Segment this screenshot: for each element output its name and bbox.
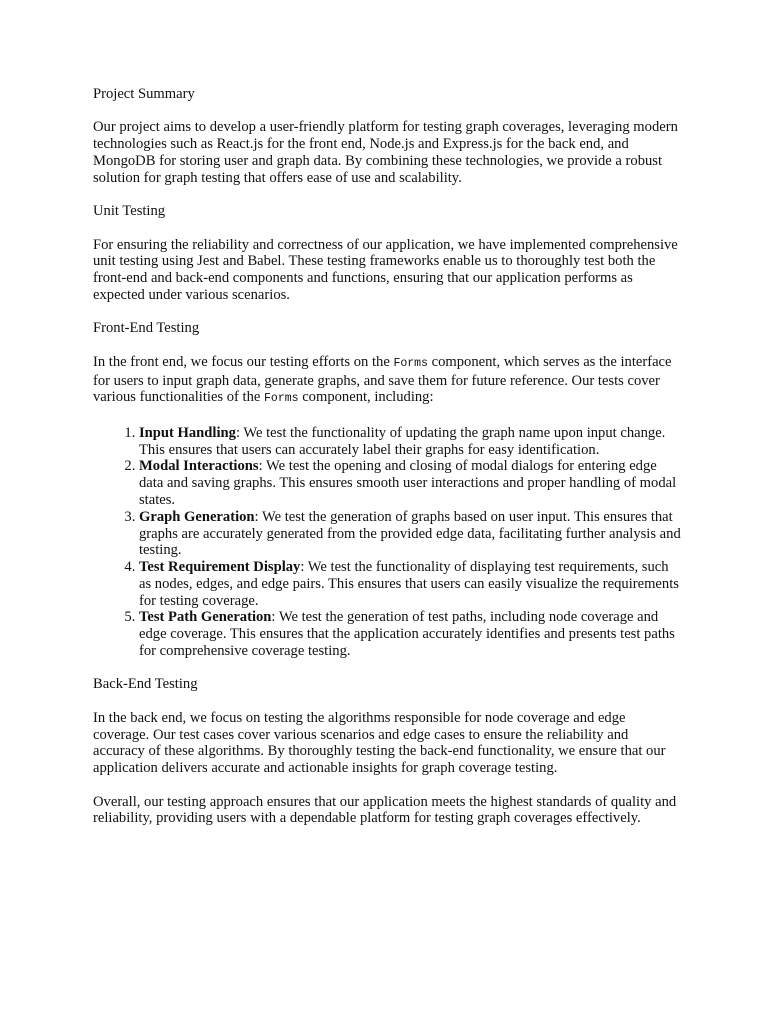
- list-item-text: : We test the generation of graphs based on user input. This ensures that graphs are accurately generated from the provided edge data, facilitating further analysis and testing.: [139, 508, 681, 559]
- document-page: [93, 86, 683, 844]
- list-item: [139, 458, 683, 508]
- project-summary-paragraph: Our project aims to develop a user-friendly platform for testing graph coverages, leveraging modern technologies such as React.js for the front end, Node.js and Express.js for the back end, and MongoDB for storing user and graph data. By combining these technologies, we provide a robust solution for graph testing that offers ease of use and scalability.: [93, 119, 678, 186]
- list-item: [139, 425, 683, 459]
- front-end-intro-text-1: In the front end, we focus our testing efforts on the: [93, 353, 394, 370]
- back-end-testing-paragraph: In the back end, we focus on testing the algorithms responsible for node coverage and edge coverage. Our test cases cover various scenarios and edge cases to ensure the reliability and accuracy of these algorithms. By thoroughly testing the back-end functionality, we ensure that our application delivers accurate and actionable insights for graph coverage testing.: [93, 709, 666, 777]
- front-end-intro-text-3: component, including:: [298, 389, 434, 406]
- front-end-intro-paragraph: [93, 354, 683, 408]
- forms-code-2: Forms: [264, 392, 299, 406]
- back-end-testing-heading: Back-End Testing: [93, 676, 198, 693]
- list-item-term: Test Requirement Display: [139, 559, 301, 576]
- unit-testing-paragraph: For ensuring the reliability and correctness of our application, we have implemented comprehensive unit testing using Jest and Babel. These testing frameworks enable us to thoroughly test both the front-end and back-end components and functions, ensuring that our application performs as expected under various scenarios.: [93, 236, 678, 303]
- project-summary-heading: Project Summary: [93, 86, 195, 102]
- list-item-term: Input Handling: [139, 424, 236, 441]
- list-item-term: Test Path Generation: [139, 609, 272, 626]
- front-end-intro-text-2: component, which serves as the interface for users to input graph data, generate graphs, and save them for future reference. Our tests cover various functionalities of the: [93, 353, 672, 406]
- list-item-text: : We test the opening and closing of modal dialogs for entering edge data and saving graphs. This ensures smooth user interactions and proper handling of modal states.: [139, 458, 677, 508]
- conclusion-paragraph: Overall, our testing approach ensures that our application meets the highest standards of quality and reliability, providing users with a dependable platform for testing graph coverages effectively.: [93, 793, 677, 827]
- list-item-term: Modal Interactions: [139, 458, 259, 475]
- forms-code-1: Forms: [393, 356, 428, 370]
- functionality-list: [93, 425, 683, 660]
- list-item: [139, 559, 683, 609]
- list-item: [139, 609, 683, 659]
- unit-testing-heading: Unit Testing: [93, 203, 166, 220]
- list-item-text: : We test the generation of test paths, including node coverage and edge coverage. This ensures that the application accurately identifies and presents test paths for comprehensive coverage testing.: [139, 609, 675, 660]
- list-item-text: : We test the functionality of updating the graph name upon input change. This ensures that users can accurately label their graphs for easy identification.: [139, 424, 666, 458]
- list-item-text: : We test the functionality of displaying test requirements, such as nodes, edges, and edge pairs. This ensures that users can easily visualize the requirements for testing coverage.: [139, 559, 679, 609]
- list-item-term: Graph Generation: [139, 508, 255, 525]
- front-end-testing-heading: Front-End Testing: [93, 320, 200, 337]
- list-item: [139, 509, 683, 559]
